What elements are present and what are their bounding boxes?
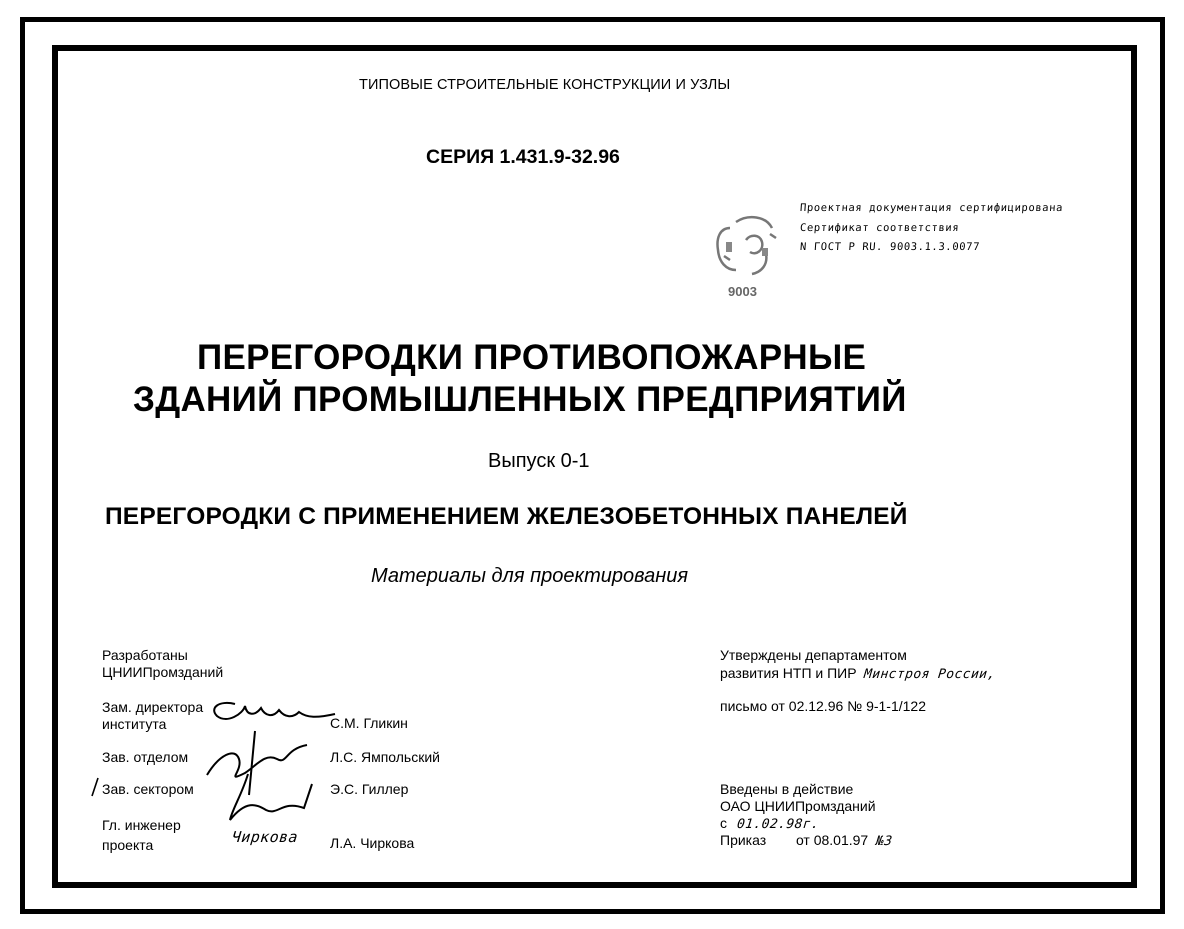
staff-role-chief-engineer: Гл. инженер проекта — [102, 817, 181, 853]
series-code: СЕРИЯ 1.431.9-32.96 — [426, 146, 620, 168]
staff-name-giller: Э.С. Гиллер — [330, 781, 409, 797]
approved-line-1: Утверждены департаментом — [720, 647, 907, 663]
category-heading: ТИПОВЫЕ СТРОИТЕЛЬНЫЕ КОНСТРУКЦИИ И УЗЛЫ — [359, 77, 731, 93]
approval-letter: письмо от 02.12.96 № 9-1-1/122 — [720, 698, 927, 714]
certificate-line-2: Сертификат соответствия — [799, 222, 960, 234]
signature-giller-icon — [222, 770, 332, 830]
developed-label: Разработаны ЦНИИПромзданий — [102, 647, 224, 680]
staff-name-chirkova: Л.А. Чиркова — [330, 835, 415, 851]
staff-name-yampolsky: Л.С. Ямпольский — [330, 749, 440, 765]
subtitle: ПЕРЕГОРОДКИ С ПРИМЕНЕНИЕМ ЖЕЛЕЗОБЕТОННЫХ ПАНЕЛЕЙ — [105, 503, 908, 530]
approved-line-2: развития НТП и ПИР Минстроя России, — [720, 665, 997, 682]
certification-stamp-icon — [706, 200, 796, 304]
certificate-line-3: N ГОСТ Р RU. 9003.1.3.0077 — [799, 241, 981, 253]
main-title-line-2: ЗДАНИЙ ПРОМЫШЛЕННЫХ ПРЕДПРИЯТИЙ — [133, 380, 907, 419]
materials-caption: Материалы для проектирования — [371, 565, 689, 587]
staff-name-glikin: С.М. Гликин — [330, 715, 408, 731]
stamp-number: 9003 — [728, 284, 757, 299]
enacted-order: Приказ от 08.01.97 №3 — [720, 832, 894, 849]
issue-number: Выпуск 0-1 — [488, 450, 590, 472]
certificate-line-1: Проектная документация сертифицирована — [799, 202, 1064, 214]
staff-role-sector-head: Зав. сектором — [102, 781, 194, 797]
tick-mark-icon — [88, 776, 102, 798]
staff-role-dept-head: Зав. отделом — [102, 749, 189, 765]
staff-role-deputy-director: Зам. директора института — [102, 699, 204, 732]
enacted-date: с 01.02.98г. — [720, 815, 820, 832]
enacted-line-1: Введены в действие — [720, 781, 854, 797]
enacted-line-2: ОАО ЦНИИПромзданий — [720, 798, 876, 814]
main-title-line-1: ПЕРЕГОРОДКИ ПРОТИВОПОЖАРНЫЕ — [197, 338, 867, 377]
signature-chirkova: Чиркова — [231, 828, 299, 846]
